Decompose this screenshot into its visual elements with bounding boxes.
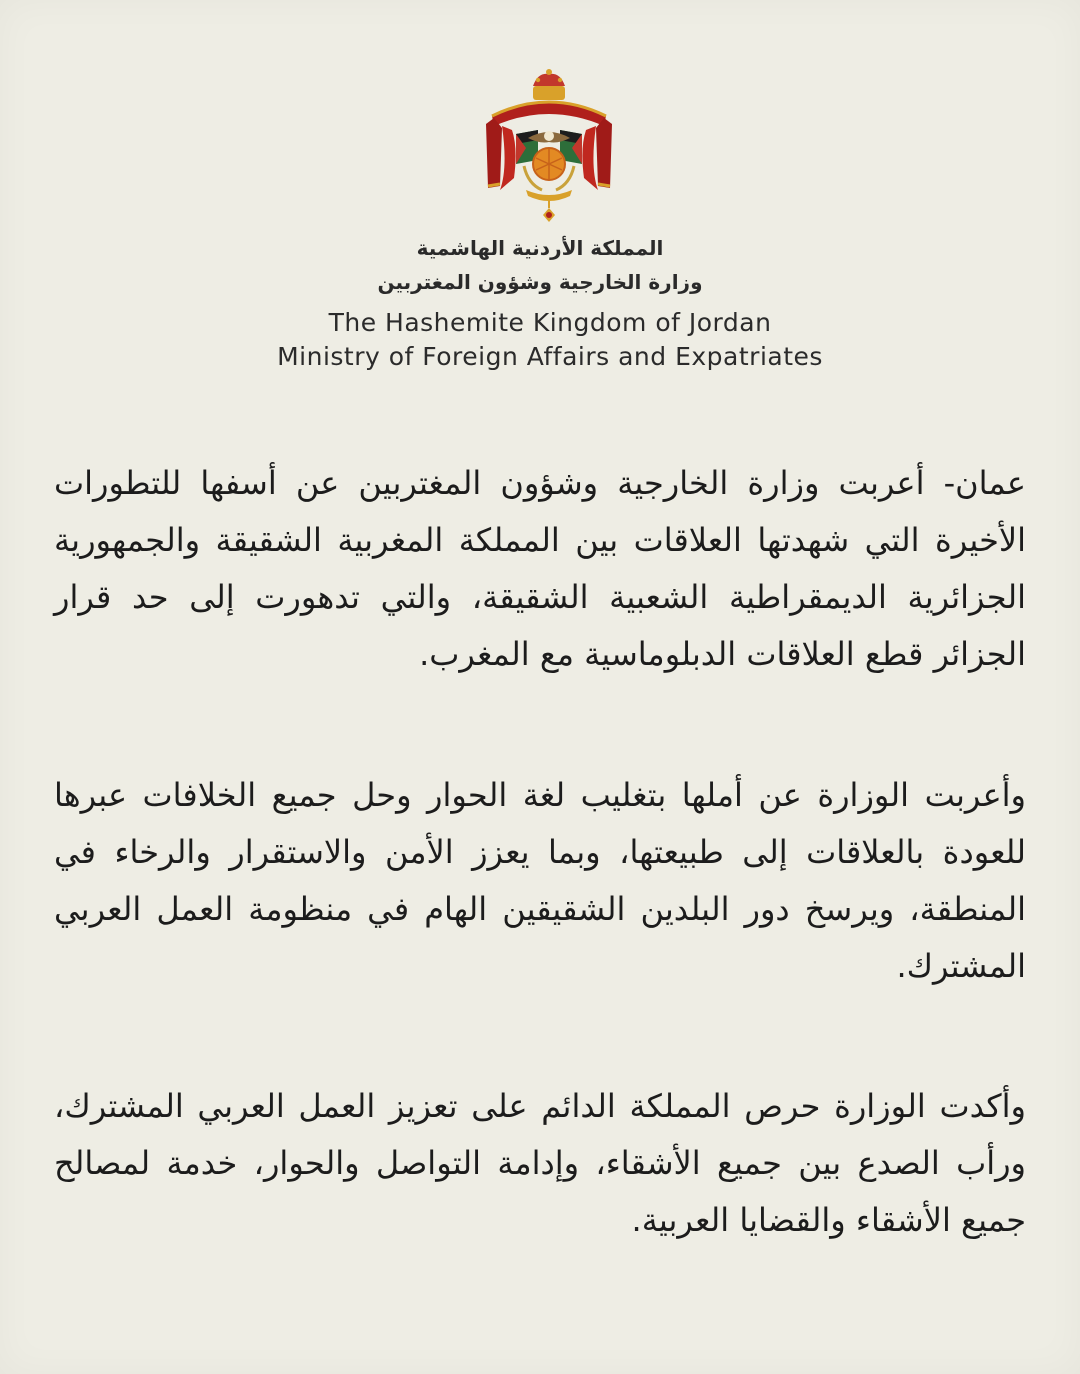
- statement-paragraph-2: وأعربت الوزارة عن أملها بتغليب لغة الحوار وحل جميع الخلافات عبرها للعودة بالعلاقات إلى طبيعتها، وبما يعزز الأمن والاستقرار والرخاء في المنطقة، ويرسخ دور البلدين الشقيقين الهام في منظومة العمل العربي المشترك.: [54, 776, 1026, 985]
- english-ministry-title: Ministry of Foreign Affairs and Expatriates: [277, 342, 823, 371]
- statement-paragraph-3: وأكدت الوزارة حرص المملكة الدائم على تعزيز العمل العربي المشترك، ورأب الصدع بين جميع الأشقاء، وإدامة التواصل والحوار، خدمة لمصالح جميع الأشقاء والقضايا العربية.: [54, 1087, 1026, 1239]
- english-kingdom-title: The Hashemite Kingdom of Jordan: [328, 308, 772, 337]
- arabic-kingdom-title: المملكة الأردنية الهاشمية: [416, 236, 664, 260]
- arabic-ministry-title: وزارة الخارجية وشؤون المغتربين: [377, 270, 703, 294]
- jordan-coat-of-arms-icon: [478, 68, 620, 226]
- statement-paragraph-1: عمان- أعربت وزارة الخارجية وشؤون المغتربين عن أسفها للتطورات الأخيرة التي شهدتها العلاقات بين المملكة المغربية الشقيقة والجمهورية الجزائرية الديمقراطية الشعبية الشقيقة، والتي تدهورت إلى حد قرار الجزائر قطع العلاقات الدبلوماسية مع المغرب.: [54, 464, 1026, 673]
